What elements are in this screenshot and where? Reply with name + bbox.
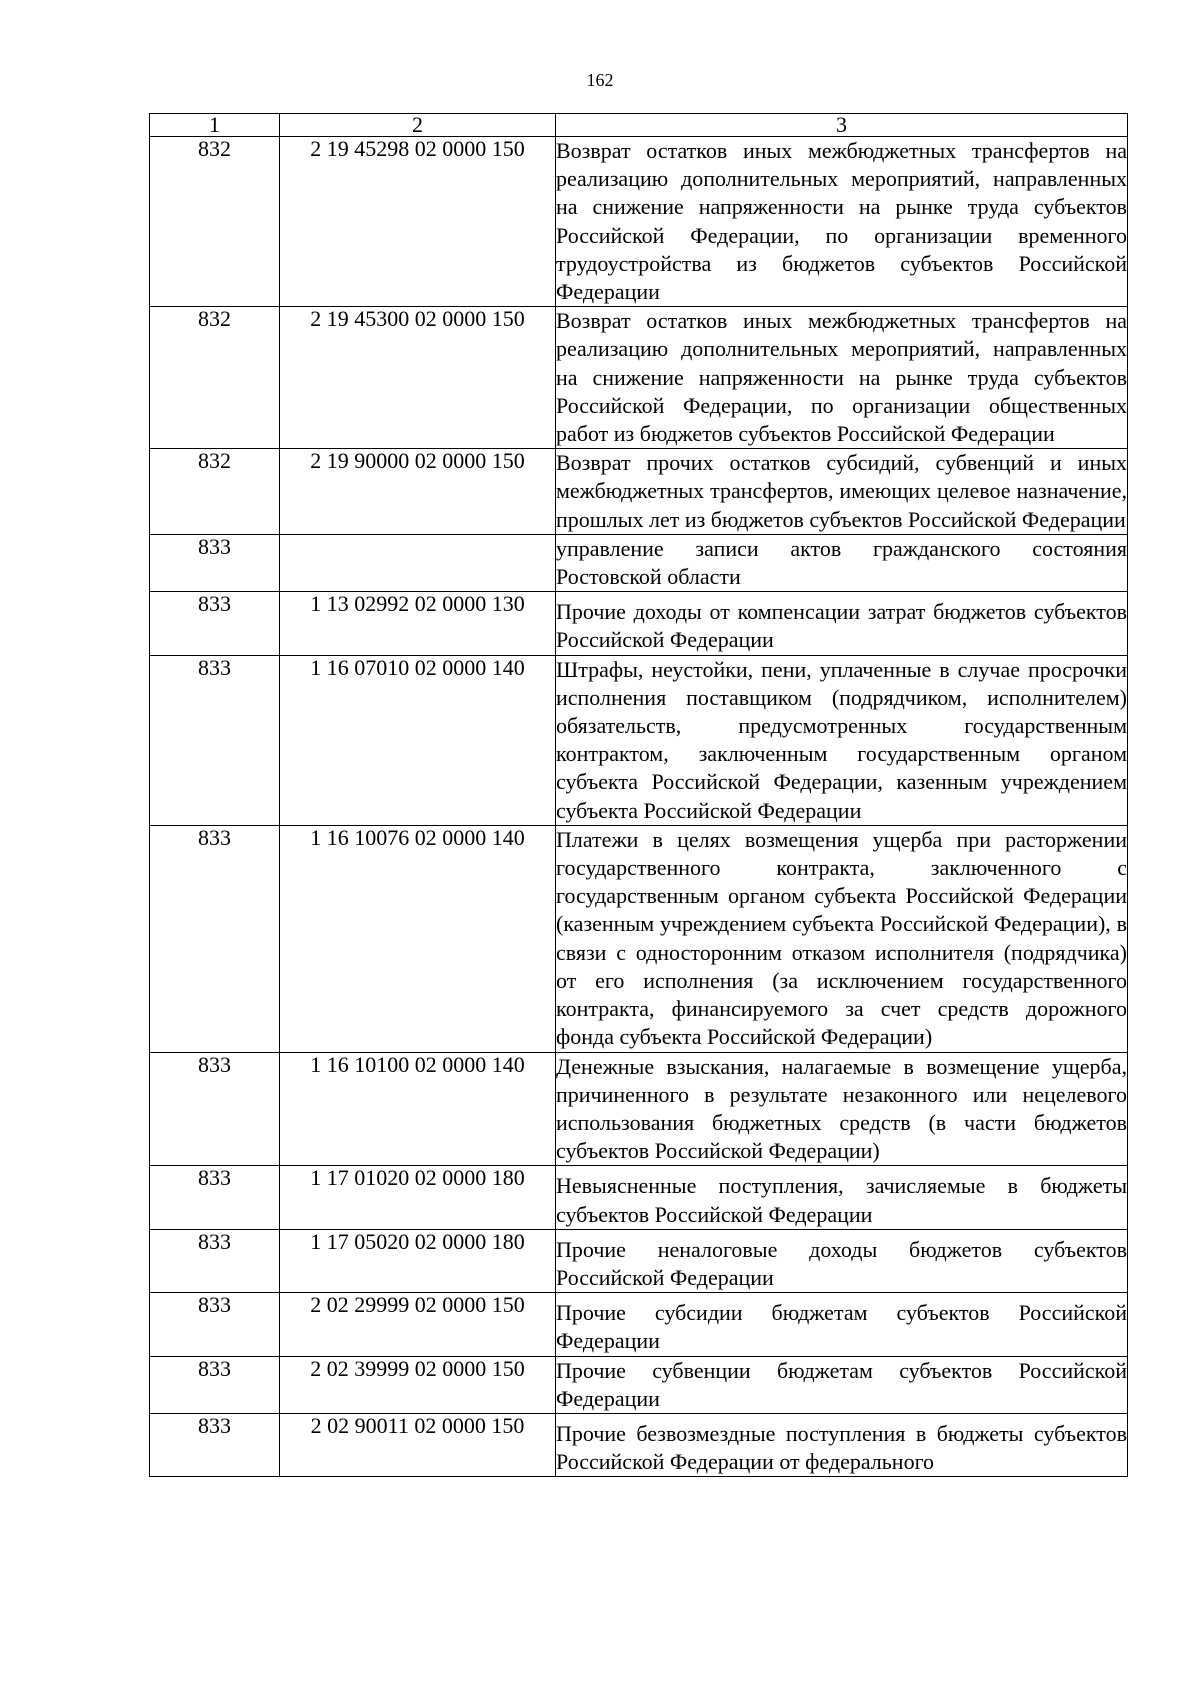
description-cell: Возврат прочих остатков субсидий, субвенций и иных межбюджетных трансфертов, имеющих целевое назначение, прошлых лет из бюджетов субъектов Российской Федерации <box>556 449 1128 535</box>
table-row <box>150 1413 1128 1476</box>
description-cell: Платежи в целях возмещения ущерба при расторжении государственного контракта, заключенного с государственным органом субъекта Российской Федерации (казенным учреждением субъекта Российской Федерации), в связи с односторонним отказом исполнителя (подрядчика) от его исполнения (за исключением государственного контракта, финансируемого за счет средств дорожного фонда субъекта Российской Федерации) <box>556 825 1128 1052</box>
description-cell: Прочие доходы от компенсации затрат бюджетов субъектов Российской Федерации <box>556 592 1128 655</box>
income-codes-table <box>149 113 1128 1477</box>
income-code-cell: 1 16 10076 02 0000 140 <box>280 825 556 1052</box>
admin-code-cell: 833 <box>150 1052 280 1166</box>
column-header-1: 1 <box>150 114 280 137</box>
admin-code-cell: 833 <box>150 655 280 825</box>
admin-code-cell: 833 <box>150 825 280 1052</box>
table-row <box>150 655 1128 825</box>
table-row <box>150 825 1128 1052</box>
income-code-cell: 2 19 90000 02 0000 150 <box>280 449 556 535</box>
description-cell: Денежные взыскания, налагаемые в возмещение ущерба, причиненного в результате незаконного или нецелевого использования бюджетных средств (в части бюджетов субъектов Российской Федерации) <box>556 1052 1128 1166</box>
table-row <box>150 1356 1128 1413</box>
admin-code-cell: 833 <box>150 1166 280 1229</box>
table-row <box>150 137 1128 307</box>
income-code-cell: 2 02 29999 02 0000 150 <box>280 1293 556 1356</box>
description-cell: Прочие субсидии бюджетам субъектов Российской Федерации <box>556 1293 1128 1356</box>
table-row <box>150 592 1128 655</box>
description-cell: Прочие неналоговые доходы бюджетов субъектов Российской Федерации <box>556 1229 1128 1292</box>
admin-code-cell: 832 <box>150 137 280 307</box>
income-code-cell: 2 02 39999 02 0000 150 <box>280 1356 556 1413</box>
income-code-cell: 1 16 07010 02 0000 140 <box>280 655 556 825</box>
income-code-cell: 1 17 05020 02 0000 180 <box>280 1229 556 1292</box>
income-code-cell: 2 19 45298 02 0000 150 <box>280 137 556 307</box>
table-row <box>150 1293 1128 1356</box>
income-code-cell: 1 13 02992 02 0000 130 <box>280 592 556 655</box>
description-cell: Возврат остатков иных межбюджетных трансфертов на реализацию дополнительных мероприятий, направленных на снижение напряженности на рынке труда субъектов Российской Федерации, по организации временного трудоустройства из бюджетов субъектов Российской Федерации <box>556 137 1128 307</box>
income-code-cell <box>280 534 556 591</box>
table-header-row <box>150 114 1128 137</box>
admin-code-cell: 833 <box>150 1229 280 1292</box>
description-cell: Прочие субвенции бюджетам субъектов Российской Федерации <box>556 1356 1128 1413</box>
admin-code-cell: 833 <box>150 1293 280 1356</box>
description-cell: Прочие безвозмездные поступления в бюджеты субъектов Российской Федерации от федерального <box>556 1413 1128 1476</box>
column-header-3: 3 <box>556 114 1128 137</box>
admin-code-cell: 833 <box>150 592 280 655</box>
description-cell: Возврат остатков иных межбюджетных трансфертов на реализацию дополнительных мероприятий, направленных на снижение напряженности на рынке труда субъектов Российской Федерации, по организации общественных работ из бюджетов субъектов Российской Федерации <box>556 307 1128 449</box>
table-row <box>150 449 1128 535</box>
admin-code-cell: 833 <box>150 534 280 591</box>
admin-code-cell: 832 <box>150 307 280 449</box>
description-cell: управление записи актов гражданского состояния Ростовской области <box>556 534 1128 591</box>
table-row <box>150 307 1128 449</box>
admin-code-cell: 832 <box>150 449 280 535</box>
table-row <box>150 1229 1128 1292</box>
admin-code-cell: 833 <box>150 1413 280 1476</box>
admin-code-cell: 833 <box>150 1356 280 1413</box>
table-row <box>150 1052 1128 1166</box>
description-cell: Штрафы, неустойки, пени, уплаченные в случае просрочки исполнения поставщиком (подрядчиком, исполнителем) обязательств, предусмотренных государственным контрактом, заключенным государственным органом субъекта Российской Федерации, казенным учреждением субъекта Российской Федерации <box>556 655 1128 825</box>
income-code-cell: 1 17 01020 02 0000 180 <box>280 1166 556 1229</box>
table-row <box>150 534 1128 591</box>
page-number: 162 <box>586 70 614 90</box>
table-row <box>150 1166 1128 1229</box>
income-code-cell: 1 16 10100 02 0000 140 <box>280 1052 556 1166</box>
income-code-cell: 2 19 45300 02 0000 150 <box>280 307 556 449</box>
description-cell: Невыясненные поступления, зачисляемые в бюджеты субъектов Российской Федерации <box>556 1166 1128 1229</box>
column-header-2: 2 <box>280 114 556 137</box>
income-code-cell: 2 02 90011 02 0000 150 <box>280 1413 556 1476</box>
